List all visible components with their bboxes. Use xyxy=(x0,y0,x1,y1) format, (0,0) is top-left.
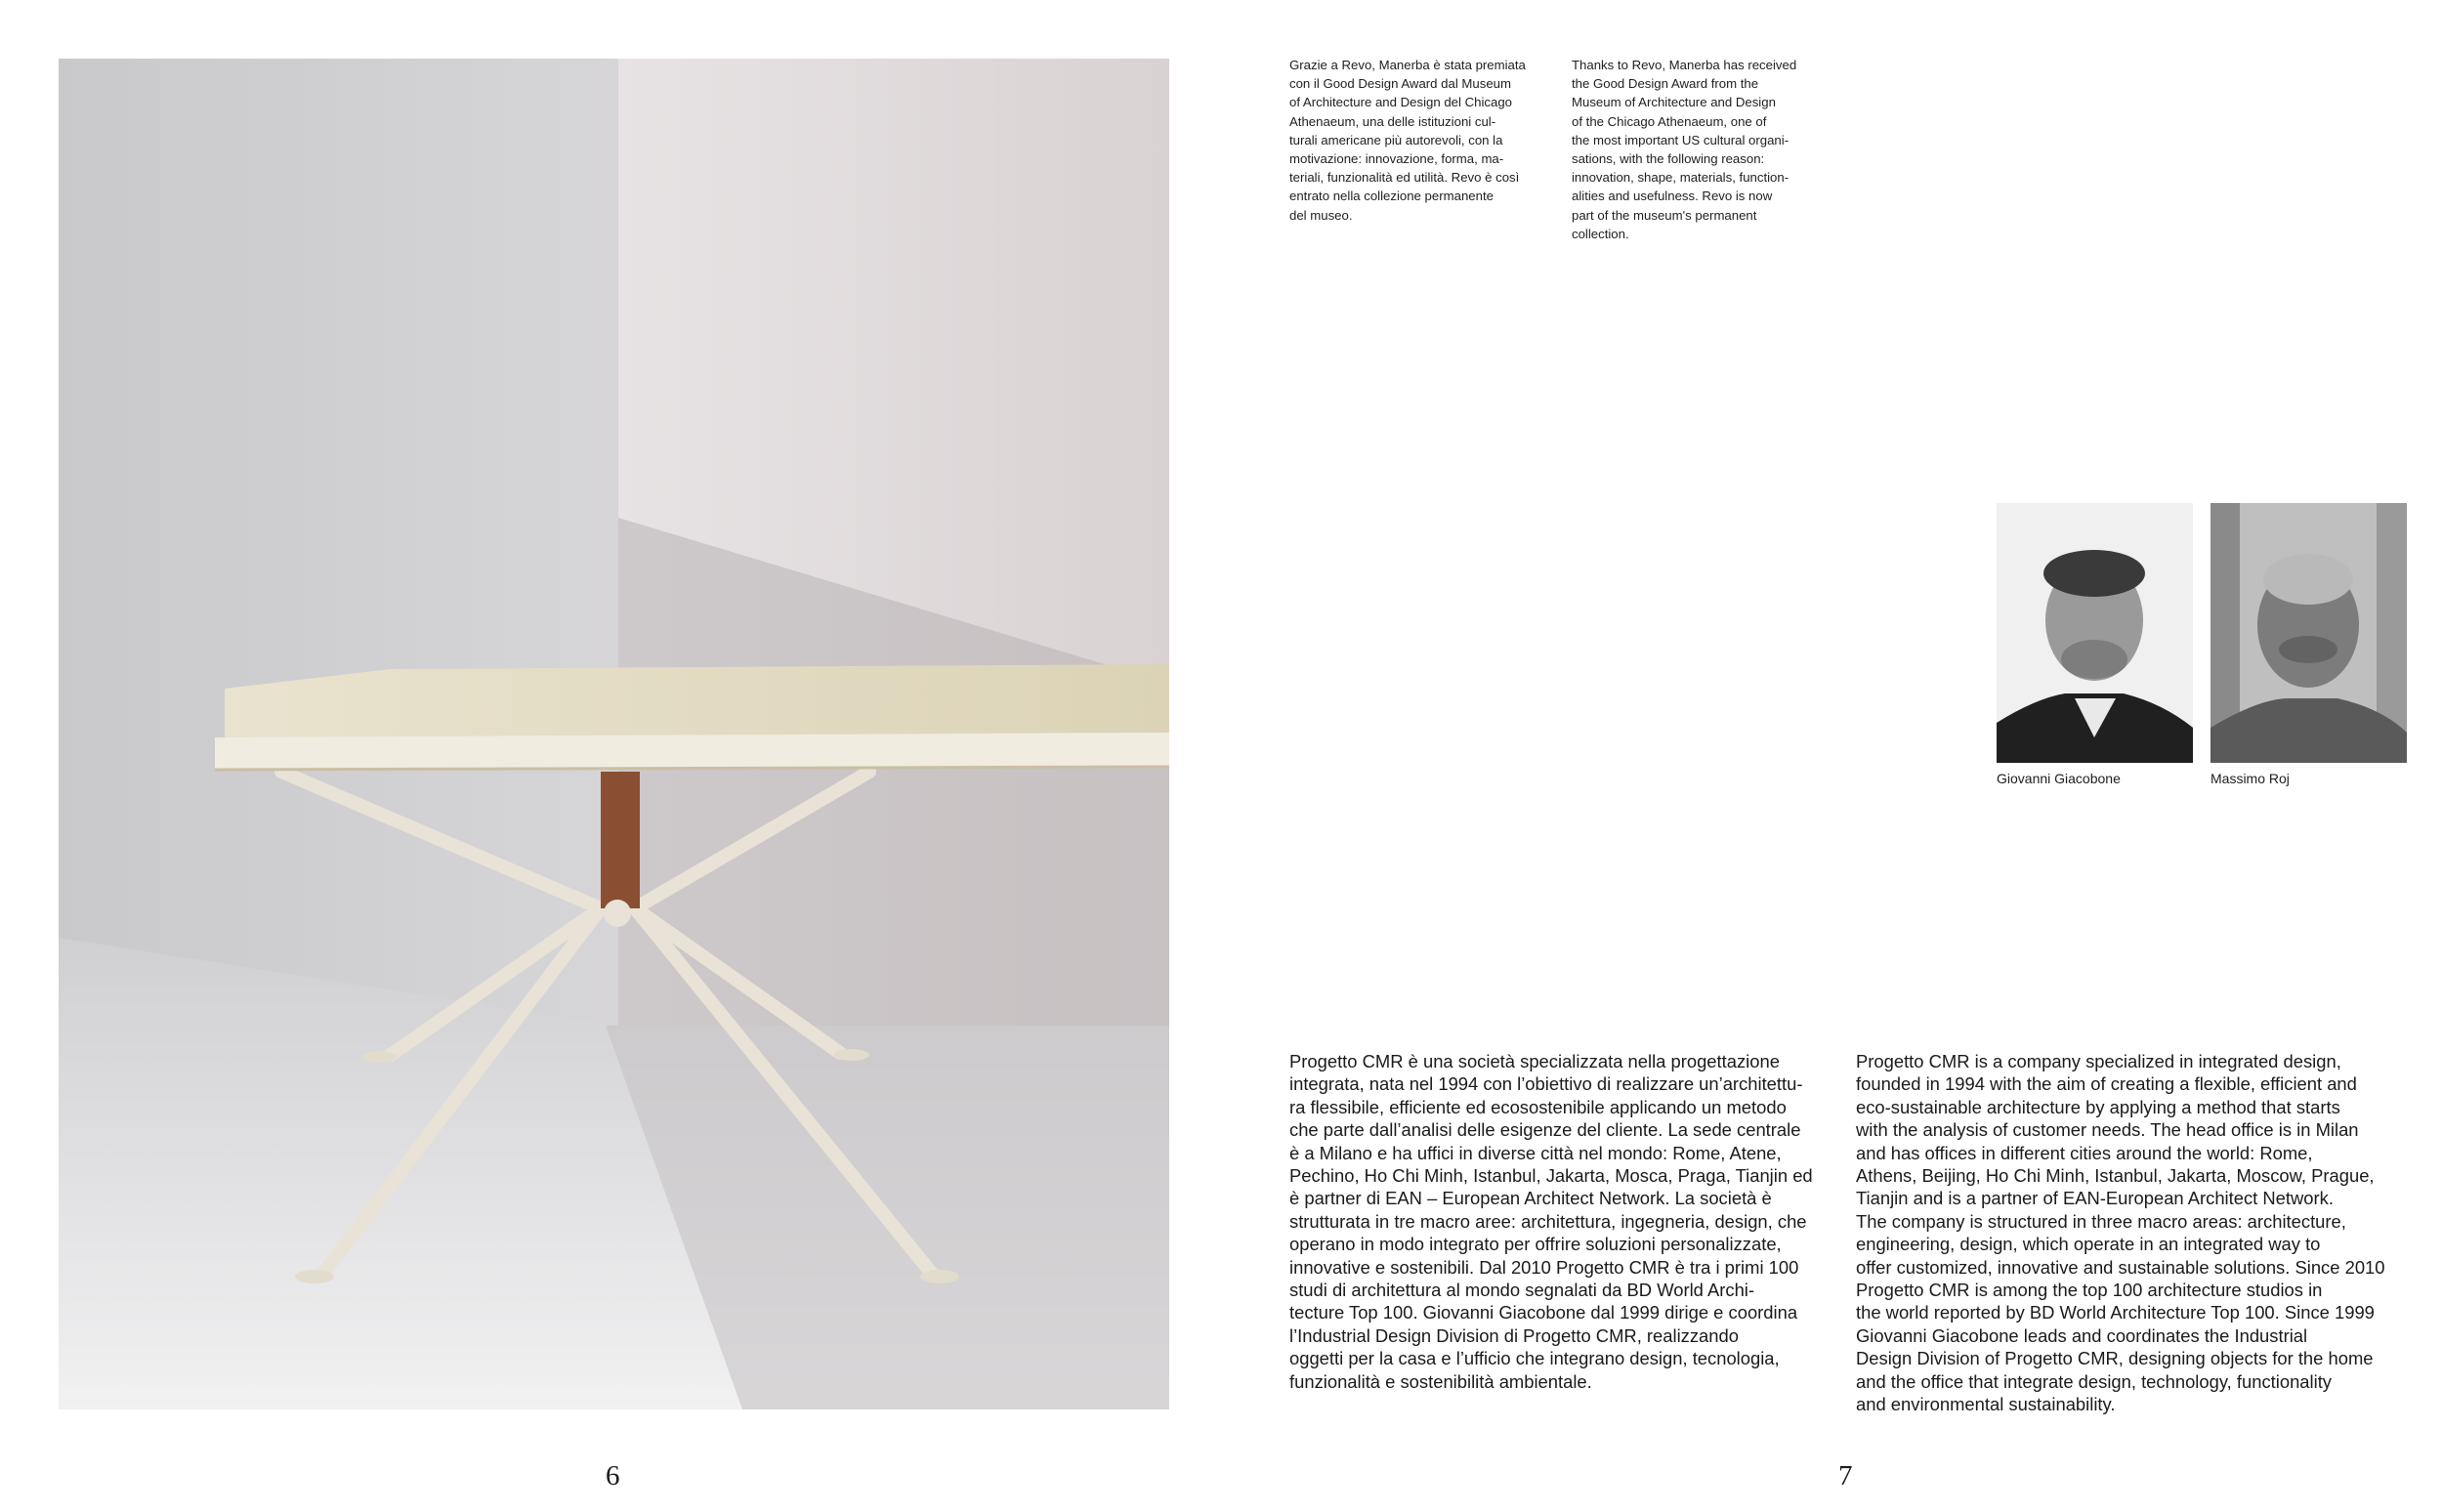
company-text-italian: Progetto CMR è una società specializzata nella progettazione integrata, nata nel 1994 con l’obiettivo di realizzare un’architettu- ra flessibile, efficiente ed ecosostenibile applicando un metodo che parte dall’analisi delle esigenze del cliente. La sede centrale è a Milano e ha uffici in diverse città nel mondo: Rome, Atene, Pechino, Ho Chi Minh, Istanbul, Jakarta, Mosca, Praga, Tianjin ed è partner di EAN – European Architect Network. La società è strutturata in tre macro aree: architettura, ingegneria, design, che operano in modo integrato per offrire soluzioni personalizzate, innovative e sostenibili. Dal 2010 Progetto CMR è tra i primi 100 studi di architettura al mondo segnalati da BD World Archi- tecture Top 100. Giovanni Giacobone dal 1999 dirige e coordina l’Industrial Design Division di Progetto CMR, realizzando oggetti per la casa e l’ufficio che integrano design, tecnologia, funzionalità e sostenibilità ambientale. xyxy=(1289,1051,1813,1392)
company-text-english: Progetto CMR is a company specialized in integrated design, founded in 1994 with the aim of creating a flexible, efficient and eco-sustainable architecture by applying a method that starts with the analysis of customer needs. The head office is in Milan and has offices in different cities around the world: Rome, Athens, Beijing, Ho Chi Minh, Istanbul, Jakarta, Moscow, Prague, Tianjin and is a partner of EAN-European Architect Network. The company is structured in three macro areas: architecture, engineering, design, which operate in an integrated way to offer customized, innovative and sustainable solutions. Since 2010 Progetto CMR is among the top 100 architecture studios in the world reported by BD World Architecture Top 100. Since 1999 Giovanni Giacobone leads and coordinates the Industrial Design Division of Progetto CMR, designing objects for the home and the office that integrate design, technology, functionality and environmental sustainability. xyxy=(1856,1051,2385,1415)
award-text-italian: Grazie a Revo, Manerba è stata premiata con il Good Design Award dal Museum of Architecture and Design del Chicago Athenaeum, una delle istituzioni cul- turali americane più autorevoli, con la motivazione: innovazione, forma, ma- teriali, funzionalità ed utilità. Revo è così entrato nella collezione permanente del museo. xyxy=(1289,58,1526,223)
page-number-right: 7 xyxy=(1838,1460,1853,1491)
portrait-massimo-roj xyxy=(2210,503,2407,763)
revo-table-image xyxy=(59,59,1169,1409)
portrait-giovanni-giacobone xyxy=(1997,503,2193,763)
award-text-english: Thanks to Revo, Manerba has received the Good Design Award from the Museum of Architecture and Design of the Chicago Athenaeum, one of the most important US cultural organi- sations, with the following reason: innovation, shape, materials, function- alities and usefulness. Revo is now part of the museum's permanent collection. xyxy=(1572,58,1797,241)
portrait-caption: Massimo Roj xyxy=(2210,771,2290,786)
page-number-left: 6 xyxy=(606,1460,620,1491)
portrait-caption: Giovanni Giacobone xyxy=(1997,771,2121,786)
table-photo xyxy=(59,59,1169,1409)
